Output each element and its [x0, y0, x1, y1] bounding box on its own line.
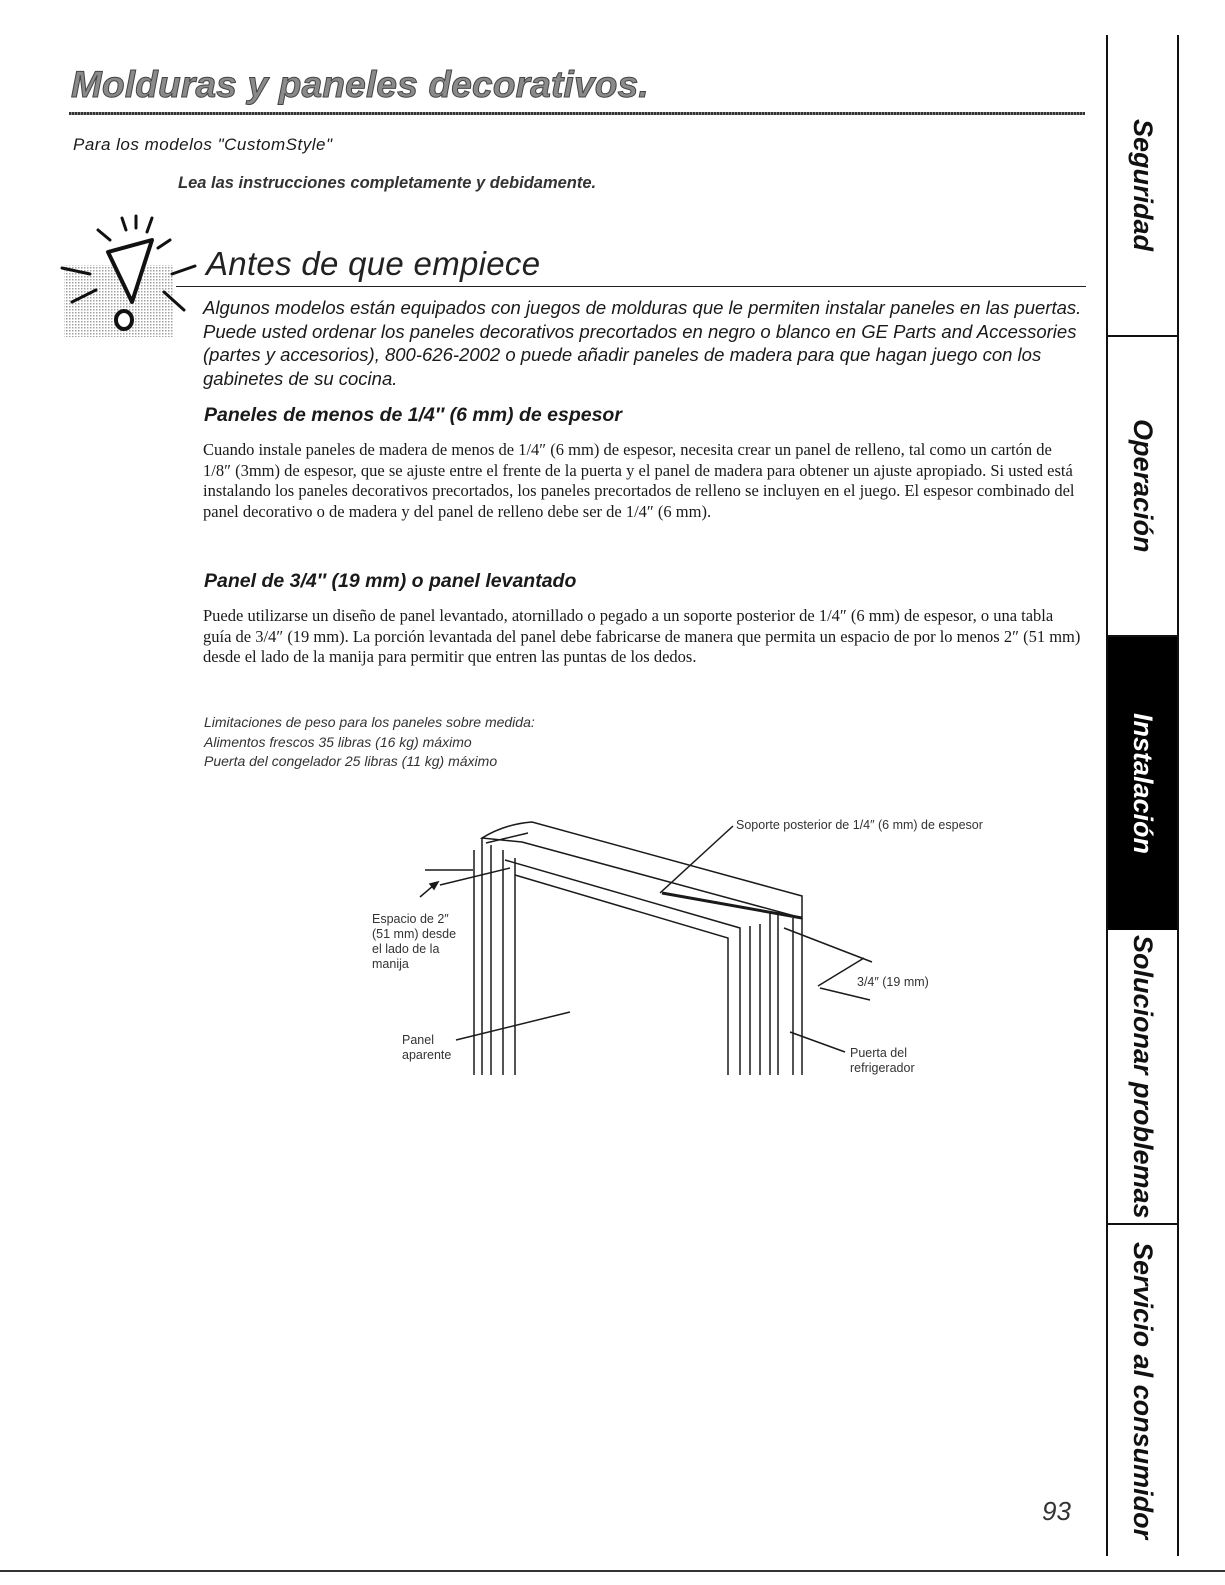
instruction-note: Lea las instrucciones completamente y debidamente.: [178, 174, 597, 192]
label-panel-line-2: aparente: [402, 1048, 452, 1062]
bottom-divider: [0, 1570, 1225, 1572]
section-divider: [176, 286, 1086, 287]
thick-panels-heading: Panel de 3/4″ (19 mm) o panel levantado: [204, 570, 577, 592]
intro-paragraph: Algunos modelos están equipados con juegos de molduras que le permiten instalar paneles en las puertas. Puede usted ordenar los paneles decorativos precortados en negro o blanco en GE Parts and Accessories (partes y accesorios), 800-626-2002 o puede añadir paneles de madera para que hagan juego con los gabinetes de su cocina.: [203, 297, 1082, 389]
tab-label-instalacion: Instalación: [1128, 712, 1158, 855]
weight-limits: [204, 713, 535, 772]
label-gap-line-1: Espacio de 2″: [372, 912, 449, 926]
tab-label-seguridad: Seguridad: [1128, 118, 1158, 252]
weight-limit-fresh-food: Alimentos frescos 35 libras (16 kg) máximo: [204, 733, 472, 750]
title-divider: [69, 112, 1085, 115]
label-thickness: 3/4″ (19 mm): [857, 975, 929, 989]
page-subtitle: Para los modelos "CustomStyle": [73, 135, 333, 154]
page-number: 93: [1042, 1496, 1071, 1526]
thick-panels-body: Puede utilizarse un diseño de panel levantado, atornillado o pegado a un soporte posterior de 1/4″ (6 mm) de espesor, o una tabla guía de 3/4″ (19 mm). La porción levantada del panel debe fabricarse de manera que permita un espacio de por lo menos 2″ (51 mm) desde el lado de la manija para permitir que entren las puntas de los dedos.: [203, 606, 1081, 666]
thin-panels-heading: Paneles de menos de 1/4″ (6 mm) de espesor: [204, 404, 622, 426]
label-gap-line-4: manija: [372, 957, 409, 971]
tab-label-operacion: Operación: [1128, 419, 1158, 553]
label-gap-line-2: (51 mm) desde: [372, 927, 457, 941]
label-door-line-1: Puerta del: [850, 1046, 907, 1060]
page-title: Molduras y paneles decorativos.: [71, 64, 649, 105]
tab-solucionar-problemas[interactable]: [1108, 930, 1177, 1223]
label-panel: [402, 1033, 451, 1063]
tab-label-solucionar-problemas: Solucionar problemas: [1128, 934, 1158, 1219]
tab-seguridad[interactable]: [1108, 35, 1177, 335]
section-tabs: [1106, 35, 1179, 1556]
label-backing: Soporte posterior de 1/4″ (6 mm) de espesor: [736, 818, 983, 832]
label-gap: [372, 912, 456, 972]
tab-label-servicio-al-consumidor: Servicio al consumidor: [1128, 1241, 1158, 1540]
tab-operacion[interactable]: [1108, 337, 1177, 635]
weight-limit-freezer: Puerta del congelador 25 libras (11 kg) máximo: [204, 753, 498, 769]
tab-instalacion[interactable]: [1108, 637, 1177, 930]
label-gap-line-3: el lado de la: [372, 942, 440, 956]
label-door: [850, 1046, 915, 1076]
tab-servicio-al-consumidor[interactable]: [1108, 1225, 1177, 1556]
weight-limits-title: Limitaciones de peso para los paneles sobre medida:: [204, 714, 535, 730]
section-heading: Antes de que empiece: [206, 245, 541, 282]
warning-icon: [60, 210, 200, 340]
thin-panels-body: Cuando instale paneles de madera de menos de 1/4″ (6 mm) de espesor, necesita crear un panel de relleno, tal como un cartón de 1/8″ (3mm) de espesor, que se ajuste entre el frente de la puerta y el panel de madera para obtener un ajuste apropiado. Si usted está instalando los paneles decorativos precortados, los paneles precortados de relleno se incluyen en el juego. El espesor combinado del panel decorativo o de madera y del panel de relleno debe ser de 1/4″ (6 mm).: [203, 440, 1075, 521]
label-door-line-2: refrigerador: [850, 1061, 915, 1075]
label-panel-line-1: Panel: [402, 1033, 434, 1047]
